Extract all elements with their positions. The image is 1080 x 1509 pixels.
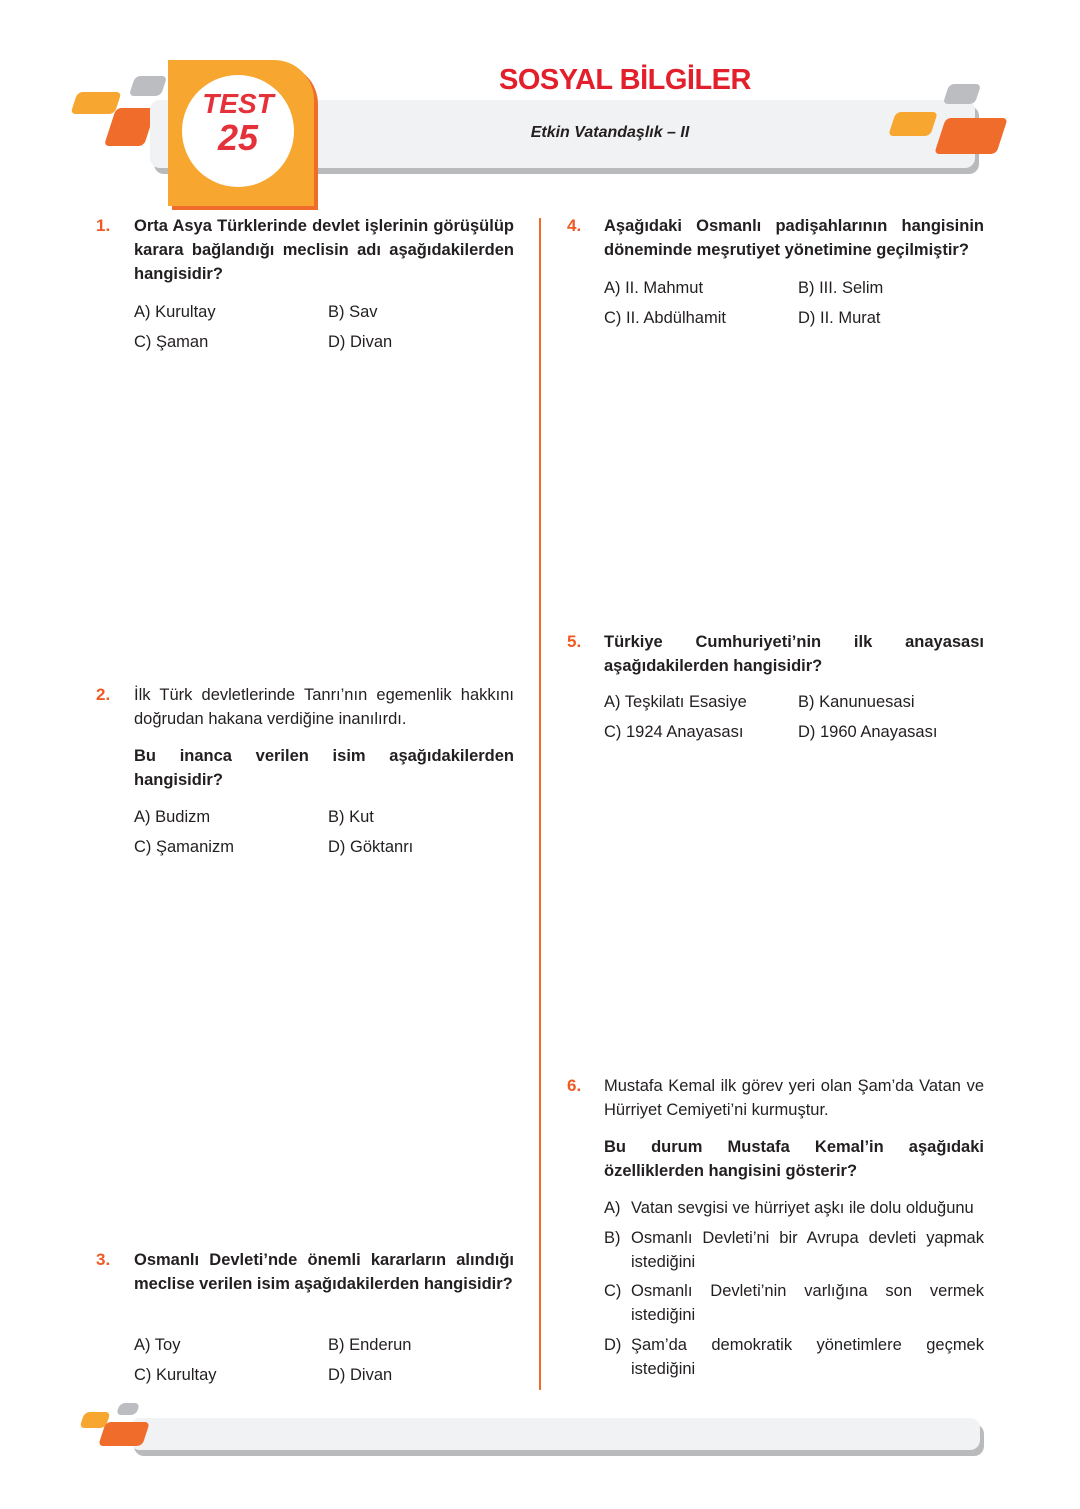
option-b[interactable]: B) Kanunuesasi: [798, 693, 915, 711]
question-intro: Mustafa Kemal ilk görev yeri olan Şam’da Vatan ve Hürriyet Cemiyeti’ni kurmuştur.: [604, 1077, 984, 1119]
option-d[interactable]: D) 1960 Anayasası: [798, 723, 938, 741]
option-a[interactable]: A) Budizm: [134, 808, 211, 826]
question-stem: Osmanlı Devleti’nde önemli kararların alındığı meclise verilen isim aşağıdakilerden hangisidir?: [134, 1251, 514, 1293]
option-d[interactable]: D) II. Murat: [798, 309, 881, 327]
option-c[interactable]: C) Kurultay: [134, 1366, 217, 1384]
option-text: Osmanlı Devleti’ni bir Avrupa devleti yapmak istediğini: [631, 1229, 984, 1271]
question-number: 5.: [567, 632, 582, 651]
decor-tile: [104, 108, 156, 146]
option-c[interactable]: [604, 1279, 984, 1327]
footer-bar: [130, 1418, 980, 1450]
decor-tile: [934, 118, 1008, 154]
option-a[interactable]: A) Kurultay: [134, 303, 216, 321]
question-intro: İlk Türk devletlerinde Tanrı’nın egemenlik hakkını doğrudan hakana verdiğine inanılırdı.: [134, 686, 514, 728]
decor-tile: [129, 76, 167, 96]
option-c[interactable]: C) Şamanizm: [134, 838, 234, 856]
decor-tile: [98, 1422, 150, 1446]
option-b[interactable]: B) Enderun: [328, 1336, 412, 1354]
question-stem: Aşağıdaki Osmanlı padişahlarının hangisinin döneminde meşrutiyet yönetimine geçilmiştir?: [604, 217, 984, 259]
option-text: Vatan sevgisi ve hürriyet aşkı ile dolu olduğunu: [631, 1199, 974, 1217]
test-number: 25: [217, 117, 259, 158]
option-c[interactable]: C) II. Abdülhamit: [604, 309, 726, 327]
option-letter: C): [604, 1282, 622, 1300]
question-number: 6.: [567, 1076, 582, 1095]
question-stem: Bu durum Mustafa Kemal’in aşağıdaki özelliklerden hangisini gösterir?: [604, 1138, 984, 1180]
option-d[interactable]: D) Divan: [328, 1366, 393, 1384]
option-c[interactable]: C) Şaman: [134, 333, 209, 351]
subject-title: SOSYAL BİLGİLER: [499, 64, 751, 96]
question-stem: Türkiye Cumhuriyeti’nin ilk anayasası aşağıdakilerden hangisidir?: [604, 633, 984, 675]
option-letter: D): [604, 1336, 622, 1354]
question-number: 3.: [96, 1250, 111, 1269]
question-number: 1.: [96, 216, 111, 235]
option-letter: B): [604, 1229, 621, 1247]
decor-tile: [888, 112, 938, 136]
test-label: TEST: [202, 88, 274, 119]
topic-title: Etkin Vatandaşlık – II: [530, 124, 690, 141]
option-d[interactable]: D) Divan: [328, 333, 393, 351]
option-a[interactable]: A) II. Mahmut: [604, 279, 704, 297]
option-c[interactable]: C) 1924 Anayasası: [604, 723, 744, 741]
question-stem: Orta Asya Türklerinde devlet işlerinin görüşülüp karara bağlandığı meclisin adı aşağıdakilerden hangisidir?: [134, 217, 514, 283]
test-badge: [168, 60, 314, 206]
decor-tile: [70, 92, 121, 114]
question-number: 4.: [567, 216, 582, 235]
option-b[interactable]: B) Kut: [328, 808, 374, 826]
option-text: Şam’da demokratik yönetimlere geçmek istediğini: [631, 1336, 984, 1378]
column-divider: [539, 218, 541, 1390]
option-letter: A): [604, 1199, 621, 1217]
option-a[interactable]: [604, 1196, 984, 1220]
question-number: 2.: [96, 685, 111, 704]
option-b[interactable]: B) Sav: [328, 303, 378, 321]
option-b[interactable]: B) III. Selim: [798, 279, 884, 297]
option-a[interactable]: A) Toy: [134, 1336, 181, 1354]
option-a[interactable]: A) Teşkilatı Esasiye: [604, 693, 747, 711]
option-d[interactable]: D) Göktanrı: [328, 838, 414, 856]
decor-tile: [943, 84, 981, 104]
question-stem: Bu inanca verilen isim aşağıdakilerden hangisidir?: [134, 747, 514, 789]
option-text: Osmanlı Devleti’nin varlığına son vermek istediğini: [631, 1282, 984, 1324]
option-d[interactable]: [604, 1333, 984, 1381]
decor-tile: [116, 1403, 140, 1415]
option-b[interactable]: [604, 1226, 984, 1274]
